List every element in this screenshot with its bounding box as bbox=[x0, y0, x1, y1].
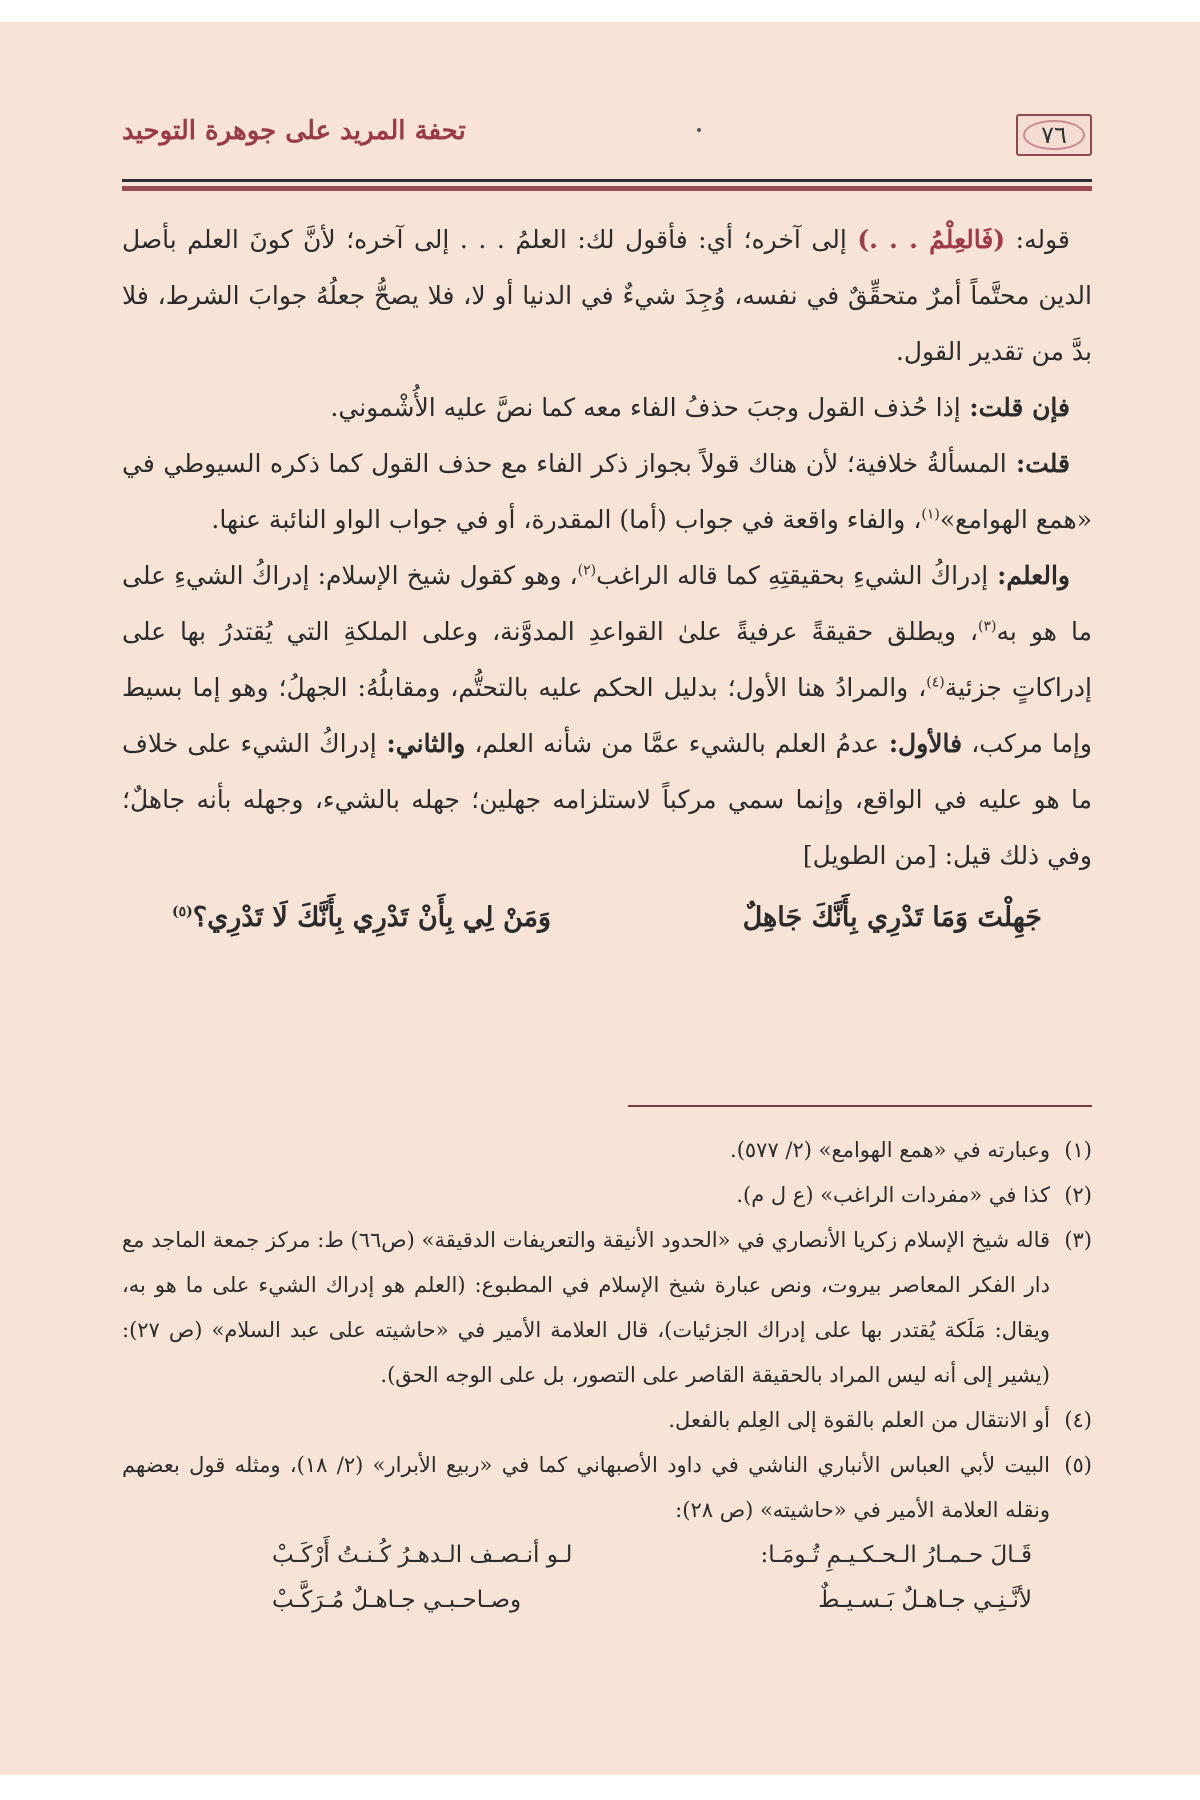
footnote-separator bbox=[628, 1105, 1092, 1107]
paragraph-3-text-b: ، والفاء واقعة في جواب (أما) المقدرة، أو في جواب الواو النائبة عنها. bbox=[211, 505, 922, 534]
verse-first-hemistich: جَهِلْتَ وَمَا تَدْرِي بِأَنَّكَ جَاهِلٌ bbox=[742, 902, 1042, 933]
footnote-verse-second: وصـاحـبـي جـاهـلٌ مُـرَكَّـبْ bbox=[272, 1587, 522, 1613]
footnote-number: (٣) bbox=[1064, 1228, 1092, 1252]
page-header bbox=[122, 110, 1092, 170]
footnote-verse-second: لـو أنـصـف الـدهـرُ كُـنـتُ أَرْكَـبْ bbox=[272, 1542, 573, 1568]
verse-second-text: وَمَنْ لِي بِأَنْ تَدْرِي بِأَنَّكَ لَا تَدْرِي؟ bbox=[192, 902, 551, 933]
poem-verse bbox=[172, 888, 1042, 948]
lead-al-awwal: فالأول: bbox=[879, 729, 963, 758]
lead-al-ilm: والعلم: bbox=[988, 561, 1070, 590]
lead-al-thani: والثاني: bbox=[376, 729, 466, 758]
page-number: ٧٦ bbox=[1041, 121, 1067, 149]
footnote-verse-first: لأنَّـنِـي جـاهـلٌ بَـسـيـطٌ bbox=[818, 1587, 1032, 1613]
paragraph-3 bbox=[122, 436, 1092, 548]
paragraph-3-text-a: المسألةُ خلافية؛ لأن هناك قولاً بجواز ذكر الفاء مع حذف القول كما ذكره السيوطي في «همع الهوامع» bbox=[122, 449, 1092, 534]
footnote-text: البيت لأبي العباس الأنباري الناشي في داود الأصبهاني كما في «ربيع الأبرار» (٢/ ١٨)، ومثله قول بعضهم ونقله العلامة الأمير في «حاشيته» (ص ٢٨): bbox=[122, 1453, 1050, 1522]
paragraph-4-text-f: إدراكُ الشيء على خلاف ما هو عليه في الواقع، وإنما سمي مركباً لاستلزامه جهلين؛ جهله بالشيء، وجهله بأنه جاهلٌ؛ وفي ذلك قيل: [من الطويل] bbox=[122, 729, 1092, 870]
lead-qawluhu: قوله: bbox=[1005, 225, 1070, 254]
header-dot bbox=[697, 128, 701, 132]
footnote-ref-1[interactable]: (١) bbox=[921, 506, 940, 523]
footnote-ref-4[interactable]: (٤) bbox=[926, 674, 945, 691]
header-rule-dark bbox=[122, 179, 1092, 182]
footnote-number: (٤) bbox=[1064, 1408, 1092, 1432]
footnote-ref-5[interactable]: (٥) bbox=[172, 904, 193, 920]
lead-qultu: قلت: bbox=[1006, 449, 1070, 478]
paragraph-2 bbox=[122, 380, 1092, 436]
paragraph-2-text: إذا حُذف القول وجبَ حذفُ الفاء معه كما نصَّ عليه الأُشْموني. bbox=[330, 393, 961, 422]
paragraph-4-text-c: ، ويطلق حقيقةً عرفيةً علىٰ القواعدِ المدوَّنة، وعلى الملكةِ التي يُقتدرُ بها على إدراكاتٍ جزئية bbox=[122, 617, 1092, 702]
quoted-matn: (فَالعِلْمُ . . .) bbox=[857, 225, 1006, 254]
footnote-number: (٢) bbox=[1064, 1183, 1092, 1207]
footnote-1 bbox=[122, 1128, 1092, 1173]
paragraph-4 bbox=[122, 548, 1092, 884]
main-text bbox=[122, 212, 1092, 948]
footnote-5 bbox=[122, 1443, 1092, 1533]
footnote-verse-first: قَـالَ حـمـارُ الـحـكـيـمِ تُـومَـا: bbox=[760, 1542, 1032, 1568]
paragraph-1 bbox=[122, 212, 1092, 380]
header-rule-red bbox=[122, 186, 1092, 191]
footnote-2 bbox=[122, 1173, 1092, 1218]
footnotes bbox=[122, 1128, 1092, 1623]
footnote-3 bbox=[122, 1218, 1092, 1398]
paragraph-4-text-e: عدمُ العلم بالشيء عمَّا من شأنه العلم، bbox=[465, 729, 879, 758]
book-page bbox=[0, 22, 1200, 1775]
footnote-text: وعبارته في «همع الهوامع» (٢/ ٥٧٧). bbox=[730, 1138, 1050, 1162]
running-title: تحفة المريد على جوهرة التوحيد bbox=[122, 116, 466, 146]
lead-in-qulta: فإن قلت: bbox=[960, 393, 1070, 422]
footnote-text: كذا في «مفردات الراغب» (ع ل م). bbox=[736, 1183, 1050, 1207]
footnote-ref-3[interactable]: (٣) bbox=[978, 618, 997, 635]
footnote-number: (٥) bbox=[1064, 1453, 1092, 1477]
page-number-frame bbox=[1016, 114, 1092, 156]
footnote-4 bbox=[122, 1398, 1092, 1443]
paragraph-4-text-b: ، وهو كقول شيخ الإسلام: إدراكُ الشيءِ على ما هو به bbox=[122, 561, 1092, 646]
footnote-verse-2 bbox=[272, 1578, 1032, 1623]
footnote-number: (١) bbox=[1064, 1138, 1092, 1162]
footnote-verse-1 bbox=[272, 1533, 1032, 1578]
footnote-text: قاله شيخ الإسلام زكريا الأنصاري في «الحدود الأنيقة والتعريفات الدقيقة» (ص٦٦) ط: مركز جمعة الماجد مع دار الفكر المعاصر بيروت، ونص عبارة شيخ الإسلام في المطبوع: (العلم هو إدراك الشيء على ما هو به، ويقال: مَلَكة يُقتدر بها على إدراك الجزئيات)، قال العلامة الأمير في «حاشيته على عبد السلام» (ص ٢٧): (يشير إلى أنه ليس المراد بالحقيقة القاصر على التصور، بل على الوجه الحق). bbox=[122, 1228, 1051, 1387]
footnote-text: أو الانتقال من العلم بالقوة إلى العِلم بالفعل. bbox=[668, 1408, 1050, 1432]
paragraph-4-text-a: إدراكُ الشيءِ بحقيقتِهِ كما قاله الراغب bbox=[596, 561, 989, 590]
paragraph-4-text-d: ، والمرادُ هنا الأول؛ بدليل الحكم عليه بالتحتُّم، ومقابلُهُ: الجهلُ؛ وهو إما بسيط وإما مركب، bbox=[122, 673, 1093, 758]
verse-second-hemistich bbox=[172, 888, 551, 948]
paragraph-1-text: إلى آخره؛ أي: فأقول لك: العلمُ . . . إلى آخره؛ لأنَّ كونَ العلم بأصل الدين محتَّماً أمرٌ متحقِّقٌ في نفسه، وُجِدَ شيءٌ في الدنيا أو لا، فلا يصحُّ جعلُهُ جوابَ الشرط، فلا بدَّ من تقدير القول. bbox=[122, 225, 1092, 366]
footnote-ref-2[interactable]: (٢) bbox=[577, 562, 597, 579]
